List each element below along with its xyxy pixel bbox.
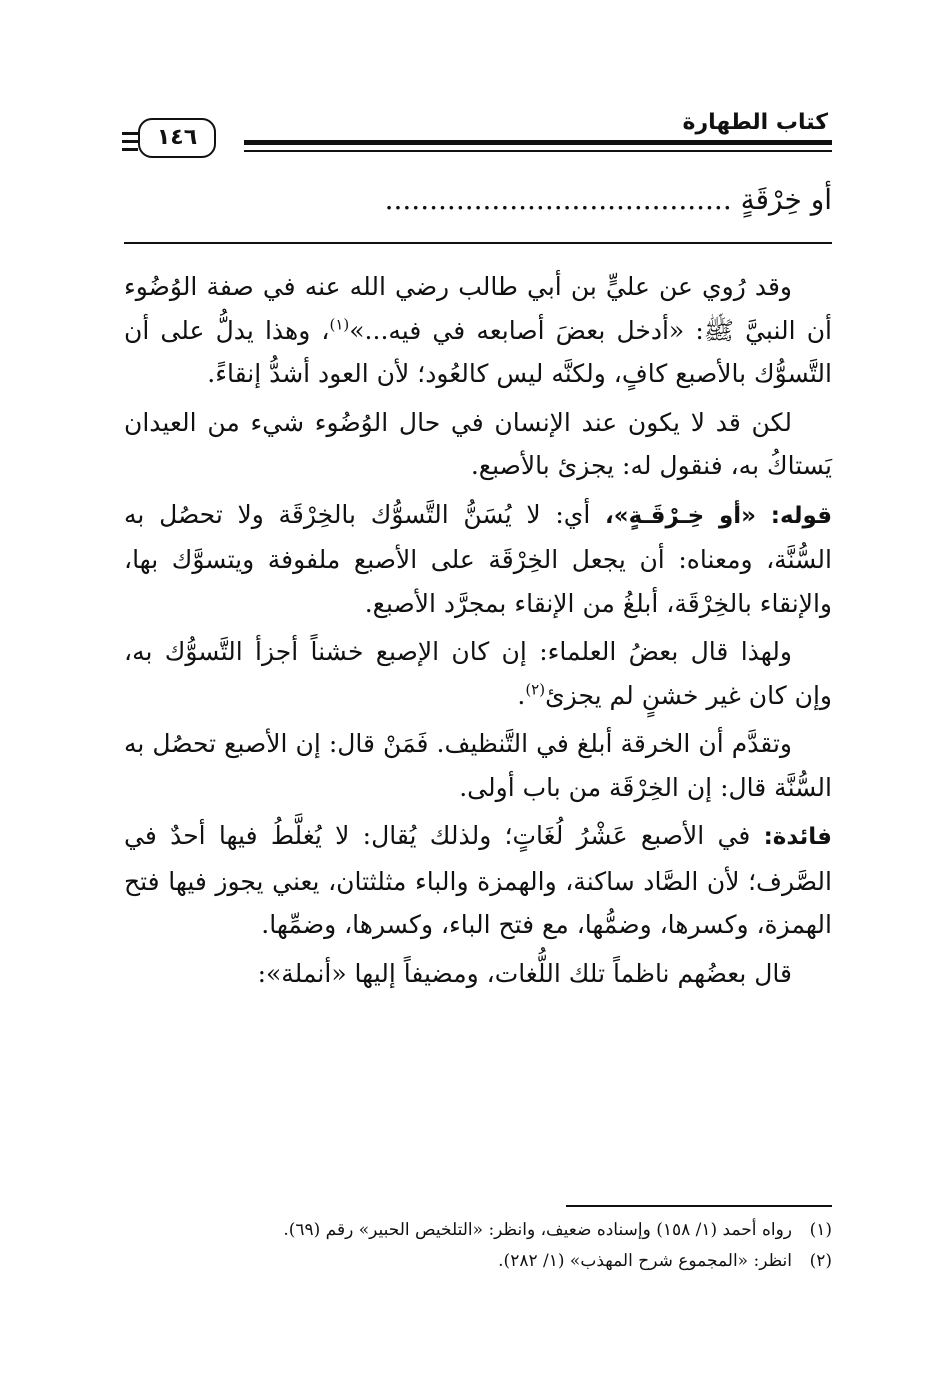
header-mark [122, 140, 138, 143]
footnote-number: (١) [809, 1220, 832, 1240]
matn-line [124, 180, 832, 220]
matn-text: أو خِرْقَةٍ [740, 183, 832, 216]
paragraph: وتقدَّم أن الخرقة أبلغ في التَّنظيف. فَمَنْ قال: إن الأصبع تحصُل به السُّنَّة قال: إن الخِرْقَة من باب أولى. [124, 729, 832, 802]
footnotes [124, 1215, 832, 1277]
matn-dots: ....................................... [384, 183, 732, 216]
faidah-label: فائدة: [763, 824, 832, 850]
header-rule-thick [244, 140, 832, 145]
quoted-matn: «أو خِـرْقَـةٍ»، [605, 502, 757, 529]
footnote-ref: (٢) [525, 680, 546, 699]
header-mark [122, 148, 138, 151]
paragraph: قوله: «أو خِـرْقَـةٍ»، أي: لا يُسَنُّ التَّسوُّك بالخِرْقَة ولا تحصُل به السُّنَّة، ومعناه: أن يجعل الخِرْقَة على الأصبع ملفوفة ويتسوَّك بها، والإنقاء بالخِرْقَة، أبلغُ من الإنقاء بمجرَّد الأصبع. [124, 499, 833, 618]
matn-divider [124, 242, 832, 244]
book-page [124, 100, 832, 1300]
paragraph: لكن قد لا يكون عند الإنسان في حال الوُضُوء شيء من العيدان يَستاكُ به، فنقول له: يجزئ بالأصبع. [124, 407, 832, 480]
footnote [124, 1215, 832, 1246]
qawluhu-label: قوله: [770, 502, 833, 529]
commentary-body [124, 265, 832, 1000]
footnote-ref: (١) [329, 315, 350, 334]
paragraph: فائدة: في الأصبع عَشْرُ لُغَاتٍ؛ ولذلك يُقال: لا يُغلَّطُ فيها أحدٌ في الصَّرف؛ لأن الصَّاد ساكنة، والهمزة والباء مثلثتان، يعني يجوز فيها فتح الهمزة، وكسرها، وضمُّها، مع فتح الباء، وكسرها، وضمِّها. [124, 821, 832, 939]
header-mark [122, 132, 138, 135]
footnote-rule [566, 1205, 832, 1207]
footnote-number: (٢) [809, 1251, 832, 1271]
header-rule-thin [244, 150, 832, 152]
page-number: ١٤٦ [138, 118, 216, 158]
page-header [124, 100, 832, 158]
footnote-text: رواه أحمد (١/ ١٥٨) وإسناده ضعيف، وانظر: «التلخيص الحبير» رقم (٦٩). [283, 1220, 792, 1240]
footnote [124, 1246, 832, 1277]
paragraph: ولهذا قال بعضُ العلماء: إن كان الإصبع خشناً أجزأ التَّسوُّك به، وإن كان غير خشنٍ لم يجزئ$^{(٢)}$. [124, 637, 832, 710]
book-title: كتاب الطهارة [682, 110, 828, 135]
paragraph: قال بعضُهم ناظماً تلك اللُّغات، ومضيفاً إليها «أنملة»: [257, 958, 792, 988]
paragraph: وقد رُوي عن عليٍّ بن أبي طالب رضي الله عنه في صفة الوُضُوء أن النبيَّ ﷺ: «أدخل بعضَ أصابعه في فيه...»$^{(١)}$، وهذا يدلُّ على أن التَّسوُّك بالأصبع كافٍ، ولكنَّه ليس كالعُود؛ لأن العود أشدُّ إنقاءً. [124, 272, 832, 388]
footnote-text: انظر: «المجموع شرح المهذب» (١/ ٢٨٢). [498, 1251, 792, 1271]
